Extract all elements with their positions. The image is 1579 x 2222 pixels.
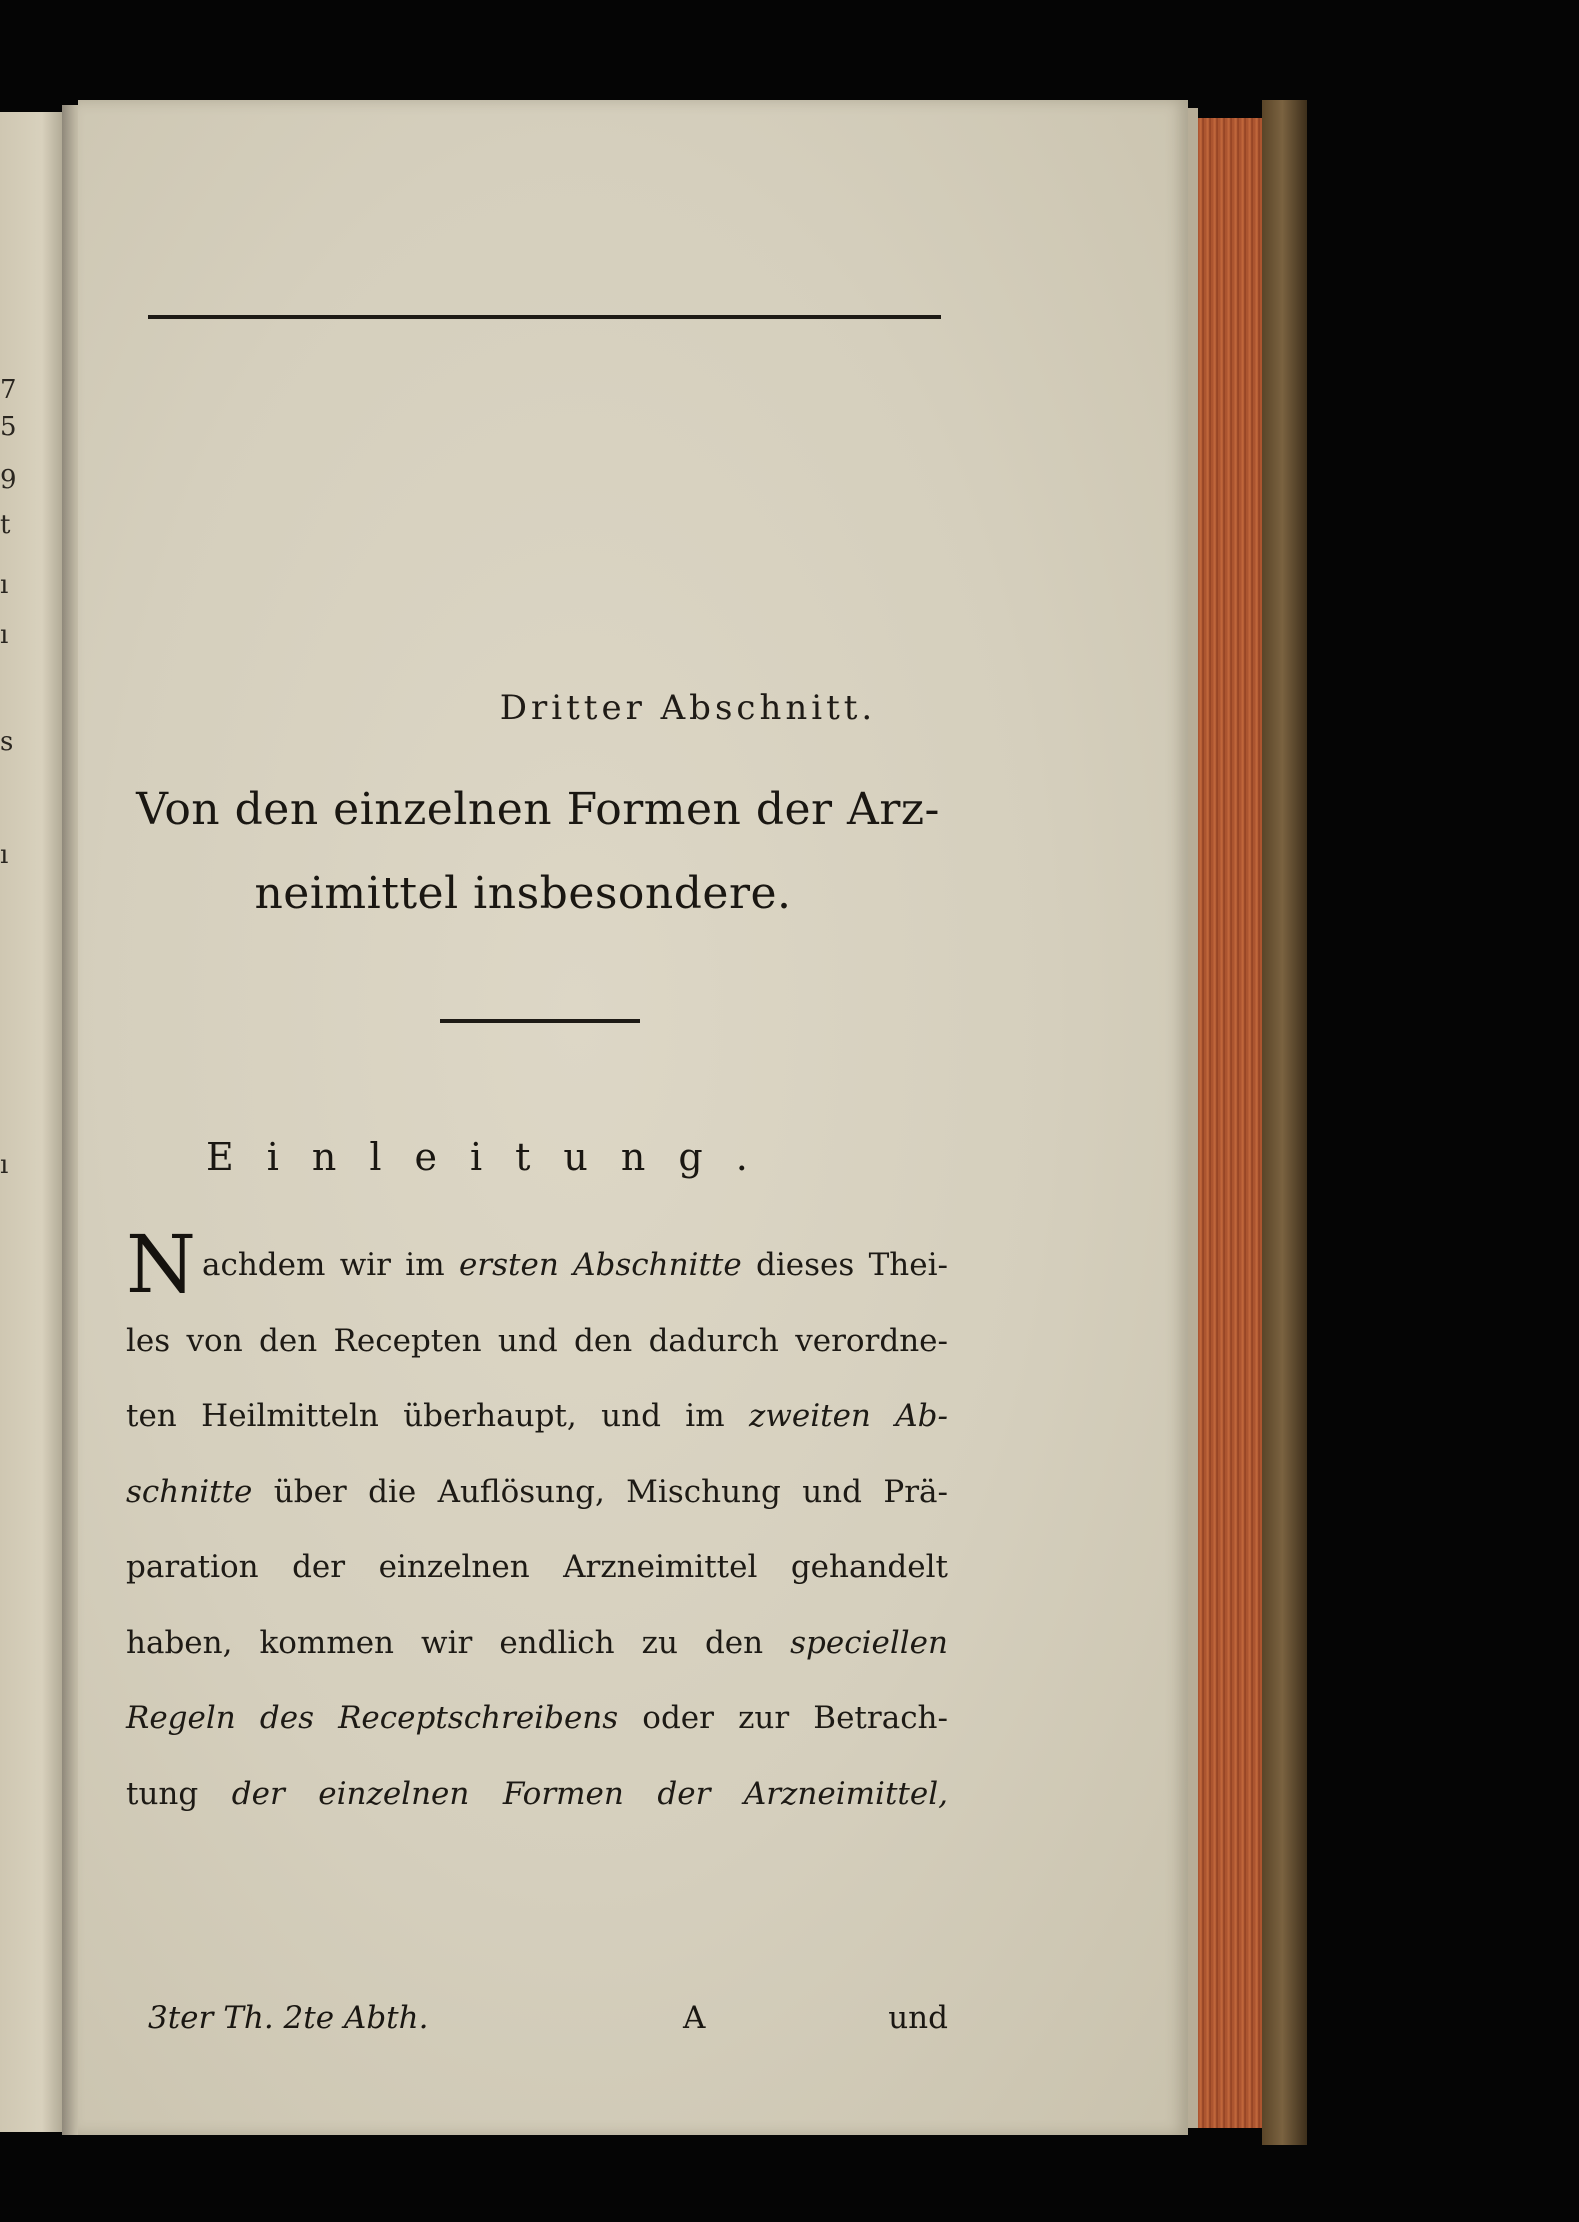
page-edge (1188, 108, 1198, 2128)
margin-mark: ı (0, 1150, 9, 1180)
body-line: les von den Recepten und den dadurch verordne- (126, 1322, 948, 1359)
body-line: Regeln des Receptschreibens oder zur Betrach- (126, 1700, 948, 1736)
body-line: paration der einzelnen Arzneimittel gehandelt (126, 1549, 948, 1585)
margin-mark: 7 (0, 375, 17, 405)
body-line: schnitte über die Auflösung, Mischung und Prä- (126, 1473, 948, 1510)
chapter-title-line: Von den einzelnen Formen der Arz- (136, 784, 940, 835)
body-line: achdem wir im ersten Abschnitte dieses Thei- (202, 1247, 948, 1283)
book-page (78, 100, 1188, 2135)
margin-mark: ı (0, 840, 9, 870)
margin-mark: ı (0, 620, 9, 650)
body-line: tung der einzelnen Formen der Arzneimittel, (126, 1775, 948, 1812)
body-text (126, 1218, 948, 1832)
section-label: Dritter Abschnitt. (499, 688, 877, 728)
body-line: ten Heilmitteln überhaupt, und im zweiten Ab- (126, 1398, 948, 1434)
drop-cap: N (126, 1218, 196, 1311)
chapter-title (128, 768, 948, 936)
header-rule (148, 315, 941, 319)
margin-mark: ı (0, 570, 9, 600)
chapter-title-line: neimittel insbesondere. (254, 868, 792, 919)
signature-letter: A (683, 2000, 706, 2036)
intro-heading: Einleitung. (206, 1135, 781, 1179)
catchword: und (888, 2000, 948, 2036)
page-block-edges (1198, 118, 1268, 2128)
margin-mark: s (0, 727, 14, 757)
book-cover-edge (1262, 100, 1307, 2145)
margin-mark: 5 (0, 412, 17, 442)
previous-page-edge (0, 112, 70, 2132)
margin-mark: 9 (0, 465, 17, 495)
body-line: haben, kommen wir endlich zu den speciellen (126, 1624, 948, 1661)
margin-mark: t (0, 510, 11, 540)
divider-rule (440, 1019, 640, 1023)
signature-mark: 3ter Th. 2te Abth. (148, 2000, 429, 2036)
